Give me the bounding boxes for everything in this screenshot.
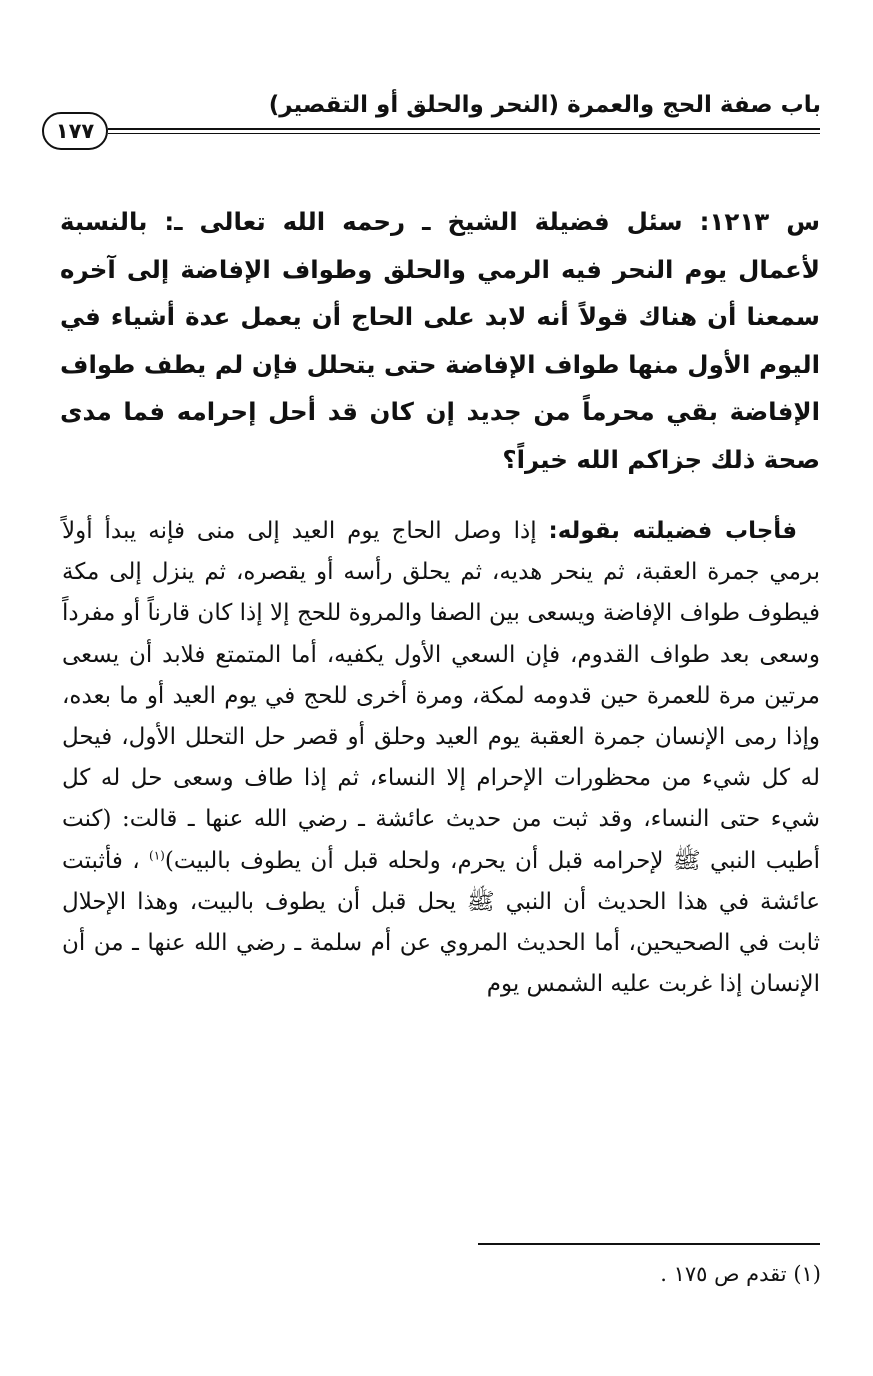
running-header-title: باب صفة الحج والعمرة (النحر والحلق أو التقصير) (268, 92, 821, 118)
question-label: س ١٢١٣: (699, 207, 821, 236)
footnote-reference: (١) (149, 847, 165, 862)
answer-text-part2: ، فأثبتت عائشة في هذا الحديث أن النبي ﷺ يحل قبل أن يطوف بالبيت، وهذا الإحلال ثابت في الصحيحين، أما الحديث المروي عن أم سلمة ـ رضي الله عنها ـ من أن الإنسان إذا غربت عليه الشمس يوم (62, 847, 820, 998)
question-text: سئل فضيلة الشيخ ـ رحمه الله تعالى ـ: بالنسبة لأعمال يوم النحر فيه الرمي والحلق وطواف الإفاضة إلى آخره سمعنا أن هناك قولاً أنه لابد على الحاج أن يعمل عدة أشياء في اليوم الأول منها طواف الإفاضة حتى يتحلل فإن لم يطف طواف الإفاضة بقي محرماً من جديد إن كان قد أحل إحرامه فما مدى صحة ذلك جزاكم الله خيراً؟ (60, 207, 820, 474)
page-number-badge: ١٧٧ (42, 112, 108, 150)
header-rule (108, 128, 820, 134)
answer-paragraph (62, 511, 820, 1005)
footnote: (١) تقدم ص ١٧٥ . (660, 1262, 821, 1286)
header-rule-thin (108, 133, 820, 134)
answer-label: فأجاب فضيلته بقوله: (548, 518, 798, 544)
footnote-separator (478, 1243, 820, 1245)
answer-text-part1: إذا وصل الحاج يوم العيد إلى منى فإنه يبدأ أولاً برمي جمرة العقبة، ثم ينحر هديه، ثم يحلق رأسه أو يقصره، ثم ينزل إلى مكة فيطوف طواف الإفاضة ويسعى بين الصفا والمروة للحج إلا إذا كان قارناً أو مفرداً وسعى بعد طواف القدوم، فإن السعي الأول يكفيه، أما المتمتع فلابد أن يسعى مرتين مرة للعمرة حين قدومه لمكة، ومرة أخرى للحج في يوم العيد أو ما بعده، وإذا رمى الإنسان جمرة العقبة يوم العيد وحلق أو قصر حل التحلل الأول، فيحل له كل شيء من محظورات الإحرام إلا النساء، ثم إذا طاف وسعى حل له كل شيء حتى النساء، وقد ثبت من حديث عائشة ـ رضي الله عنها ـ قالت: (كنت أطيب النبي ﷺ لإحرامه قبل أن يحرم، ولحله قبل أن يطوف بالبيت) (62, 518, 820, 874)
header-rule-thick (108, 128, 820, 130)
question-paragraph (60, 198, 820, 484)
